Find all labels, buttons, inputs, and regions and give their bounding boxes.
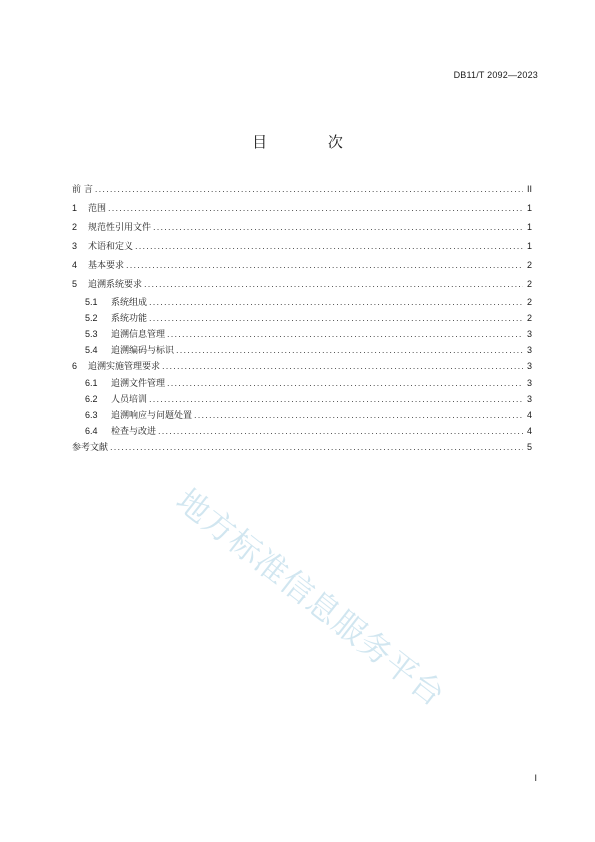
toc-leader-dots [167,327,523,343]
toc-entry-number: 3 [72,241,78,251]
table-of-contents [72,180,532,456]
toc-entry-page: 1 [526,241,532,251]
toc-leader-dots [153,218,523,237]
toc-entry-number: 6.1 [85,378,98,388]
toc-entry[interactable] [72,180,532,199]
toc-entry-label: 规范性引用文件 [88,223,152,233]
toc-entry[interactable] [72,407,532,423]
toc-entry-number: 6.4 [85,426,98,436]
toc-entry-page: 2 [526,313,532,323]
toc-entry[interactable] [72,218,532,237]
toc-entry[interactable] [72,391,532,407]
toc-entry-page: 3 [526,394,532,404]
toc-entry[interactable] [72,256,532,275]
toc-entry-label: 追溯系统要求 [88,280,143,290]
toc-entry-label: 追溯响应与问题处置 [111,411,193,421]
toc-entry-page: 4 [526,410,532,420]
toc-entry-page: 3 [526,329,532,339]
toc-entry-number: 5.1 [85,297,98,307]
toc-leader-dots [194,408,523,424]
toc-entry[interactable] [72,326,532,342]
toc-entry[interactable] [72,375,532,391]
toc-entry-number: 5 [72,279,78,289]
page-title: 目 次 [252,133,371,151]
toc-entry-page: 3 [526,378,532,388]
toc-entry-number: 5.2 [85,313,98,323]
toc-entry[interactable] [72,358,532,375]
toc-leader-dots [162,358,523,375]
toc-entry-page: 4 [526,426,532,436]
toc-leader-dots [95,180,523,199]
toc-leader-dots [149,392,523,408]
toc-leader-dots [110,439,523,456]
toc-leader-dots [176,343,523,359]
toc-entry-number: 5.4 [85,345,98,355]
toc-entry-number: 4 [72,260,78,270]
toc-entry[interactable] [72,237,532,256]
toc-entry-page: II [526,184,532,194]
toc-entry-label: 术语和定义 [88,242,134,252]
watermark: 地方标准信息服务平台 [169,481,453,715]
toc-entry-label: 范围 [88,204,107,214]
toc-entry-label: 追溯实施管理要求 [88,362,161,372]
toc-leader-dots [149,311,523,327]
toc-entry[interactable] [72,310,532,326]
toc-entry-page: 3 [526,345,532,355]
toc-entry-number: 5.3 [85,329,98,339]
toc-entry-label: 参考文献 [72,443,109,453]
toc-entry-label: 基本要求 [88,261,125,271]
toc-entry[interactable] [72,275,532,294]
toc-entry-page: 2 [526,260,532,270]
toc-entry[interactable] [72,423,532,439]
toc-entry-number: 6 [72,361,78,371]
toc-entry-label: 前 言 [72,185,93,195]
toc-entry-page: 2 [526,297,532,307]
toc-leader-dots [144,275,523,294]
toc-leader-dots [158,424,523,440]
toc-entry-page: 1 [526,222,532,232]
toc-entry[interactable] [72,439,532,456]
toc-leader-dots [167,376,523,392]
toc-leader-dots [126,256,523,275]
toc-entry-label: 人员培训 [111,395,148,405]
toc-entry-number: 1 [72,203,78,213]
toc-entry-page: 2 [526,279,532,289]
toc-leader-dots [149,295,523,311]
toc-entry-label: 追溯文件管理 [111,379,166,389]
toc-leader-dots [135,237,523,256]
document-code: DB11/T 2092—2023 [453,70,538,80]
toc-entry-number: 6.2 [85,394,98,404]
toc-entry-page: 1 [526,203,532,213]
footer-page-number: I [534,773,537,783]
toc-entry-label: 检查与改进 [111,427,157,437]
toc-entry-page: 3 [526,361,532,371]
toc-entry-label: 追溯信息管理 [111,330,166,340]
toc-entry-number: 6.3 [85,410,98,420]
toc-entry[interactable] [72,342,532,358]
toc-entry-label: 系统功能 [111,314,148,324]
toc-entry-label: 系统组成 [111,298,148,308]
toc-entry[interactable] [72,199,532,218]
toc-entry-label: 追溯编码与标识 [111,346,175,356]
toc-entry[interactable] [72,294,532,310]
toc-leader-dots [108,199,523,218]
toc-entry-page: 5 [526,442,532,452]
toc-entry-number: 2 [72,222,78,232]
